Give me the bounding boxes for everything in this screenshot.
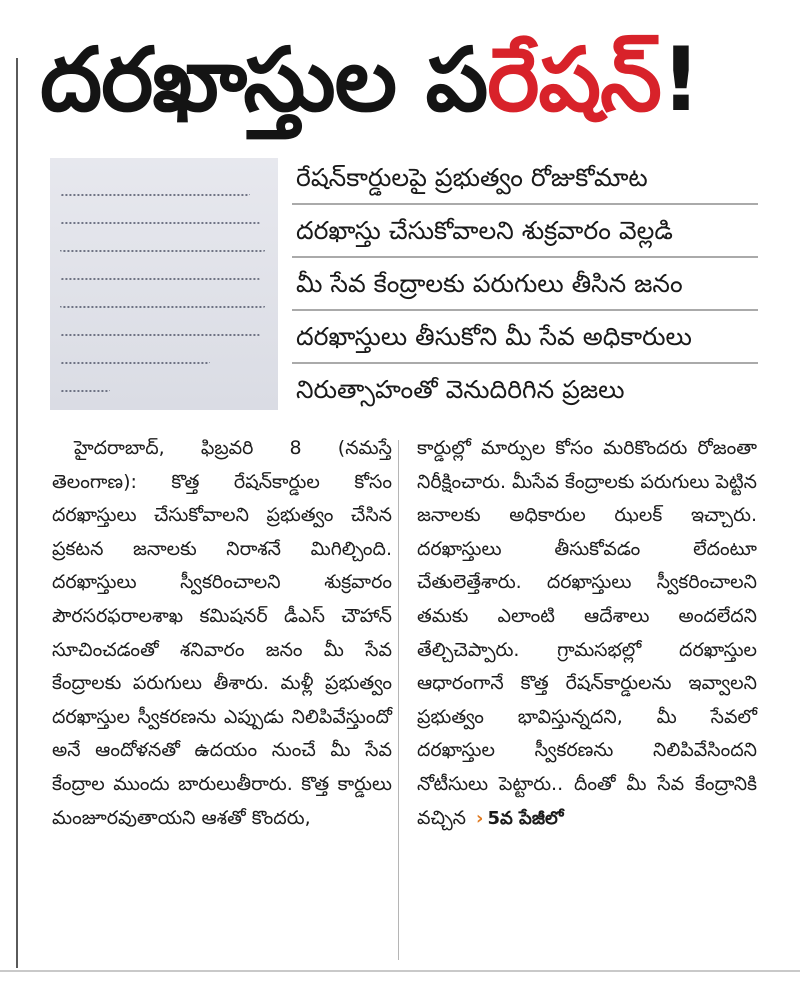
headline	[40, 20, 790, 140]
highlight-item: మీ సేవ కేంద్రాలకు పరుగులు తీసిన జనం	[292, 258, 758, 311]
handwriting-stroke	[60, 236, 265, 252]
continued-label: 5వ పేజీలో	[487, 807, 564, 829]
handwriting-stroke	[60, 180, 250, 196]
article-column-left	[52, 432, 392, 835]
handwriting-stroke	[60, 208, 260, 224]
highlight-item: రేషన్‌కార్డులపై ప్రభుత్వం రోజుకోమాట	[292, 152, 758, 205]
highlights-list	[292, 152, 758, 415]
article-text-right: కార్డుల్లో మార్పుల కోసం మరికొందరు రోజంతా నిరీక్షించారు. మీసేవ కేంద్రాలకు పరుగులు పెట్టిన జనాలకు అధికారుల ఝలక్ ఇచ్చారు. దరఖాస్తులు తీసుకోవడం లేదంటూ చేతులెత్తేశారు. దరఖాస్తులు స్వీకరించాలని తమకు ఎలాంటి ఆదేశాలు అందలేదని తేల్చిచెప్పారు. గ్రామసభల్లో దరఖాస్తుల ఆధారంగానే కొత్త రేషన్‌కార్డులను ఇవ్వాలని ప్రభుత్వం భావిస్తున్నదని, మీ సేవలో దరఖాస్తుల స్వీకరణను నిలిపివేసిందని నోటీసులు పెట్టారు.. దీంతో మీ సేవ కేంద్రానికి వచ్చిన	[417, 437, 757, 829]
highlight-item: నిరుత్సాహంతో వెనుదిరిగిన ప్రజలు	[296, 375, 625, 404]
highlight-item: దరఖాస్తులు తీసుకోని మీ సేవ అధికారులు	[292, 311, 758, 364]
headline-highlight: రేషన్	[487, 28, 661, 131]
chevron-right-icon: ›	[476, 807, 484, 829]
article-text-left: హైదరాబాద్, ఫిబ్రవరి 8 (నమస్తే తెలంగాణ): కొత్త రేషన్‌కార్డుల కోసం దరఖాస్తులు చేసుకోవాలని ప్రభుత్వం చేసిన ప్రకటన జనాలకు నిరాశనే మిగిల్చింది. దరఖాస్తులు స్వీకరించాలని శుక్రవారం పౌరసరఫరాలశాఖ కమిషనర్ డీఎస్ చౌహాన్ సూచించడంతో శనివారం జనం మీ సేవ కేంద్రాలకు పరుగులు తీశారు. మళ్లీ ప్రభుత్వం దరఖాస్తుల స్వీకరణను ఎప్పుడు నిలిపివేస్తుందో అనే ఆందోళనతో ఉదయం నుంచే మీ సేవ కేంద్రాల ముందు బారులుతీరారు. కొత్త కార్డులు మంజూరవుతాయని ఆశతో కొందరు,	[52, 437, 392, 829]
handwriting-stroke	[60, 348, 210, 364]
handwriting-stroke	[60, 320, 260, 336]
bottom-rule	[0, 970, 800, 972]
article-column-right	[417, 432, 757, 835]
handwritten-notice-photo	[50, 158, 278, 410]
headline-exclamation: !	[660, 28, 701, 131]
highlight-item: దరఖాస్తు చేసుకోవాలని శుక్రవారం వెల్లడి	[292, 205, 758, 258]
handwriting-stroke	[60, 376, 110, 392]
handwriting-stroke	[60, 264, 260, 280]
left-column-rule	[16, 58, 18, 968]
column-divider	[398, 440, 399, 960]
headline-part-1: దరఖాస్తుల ప	[40, 28, 488, 131]
continued-on-page-link[interactable]	[476, 802, 564, 836]
handwriting-stroke	[60, 292, 265, 308]
